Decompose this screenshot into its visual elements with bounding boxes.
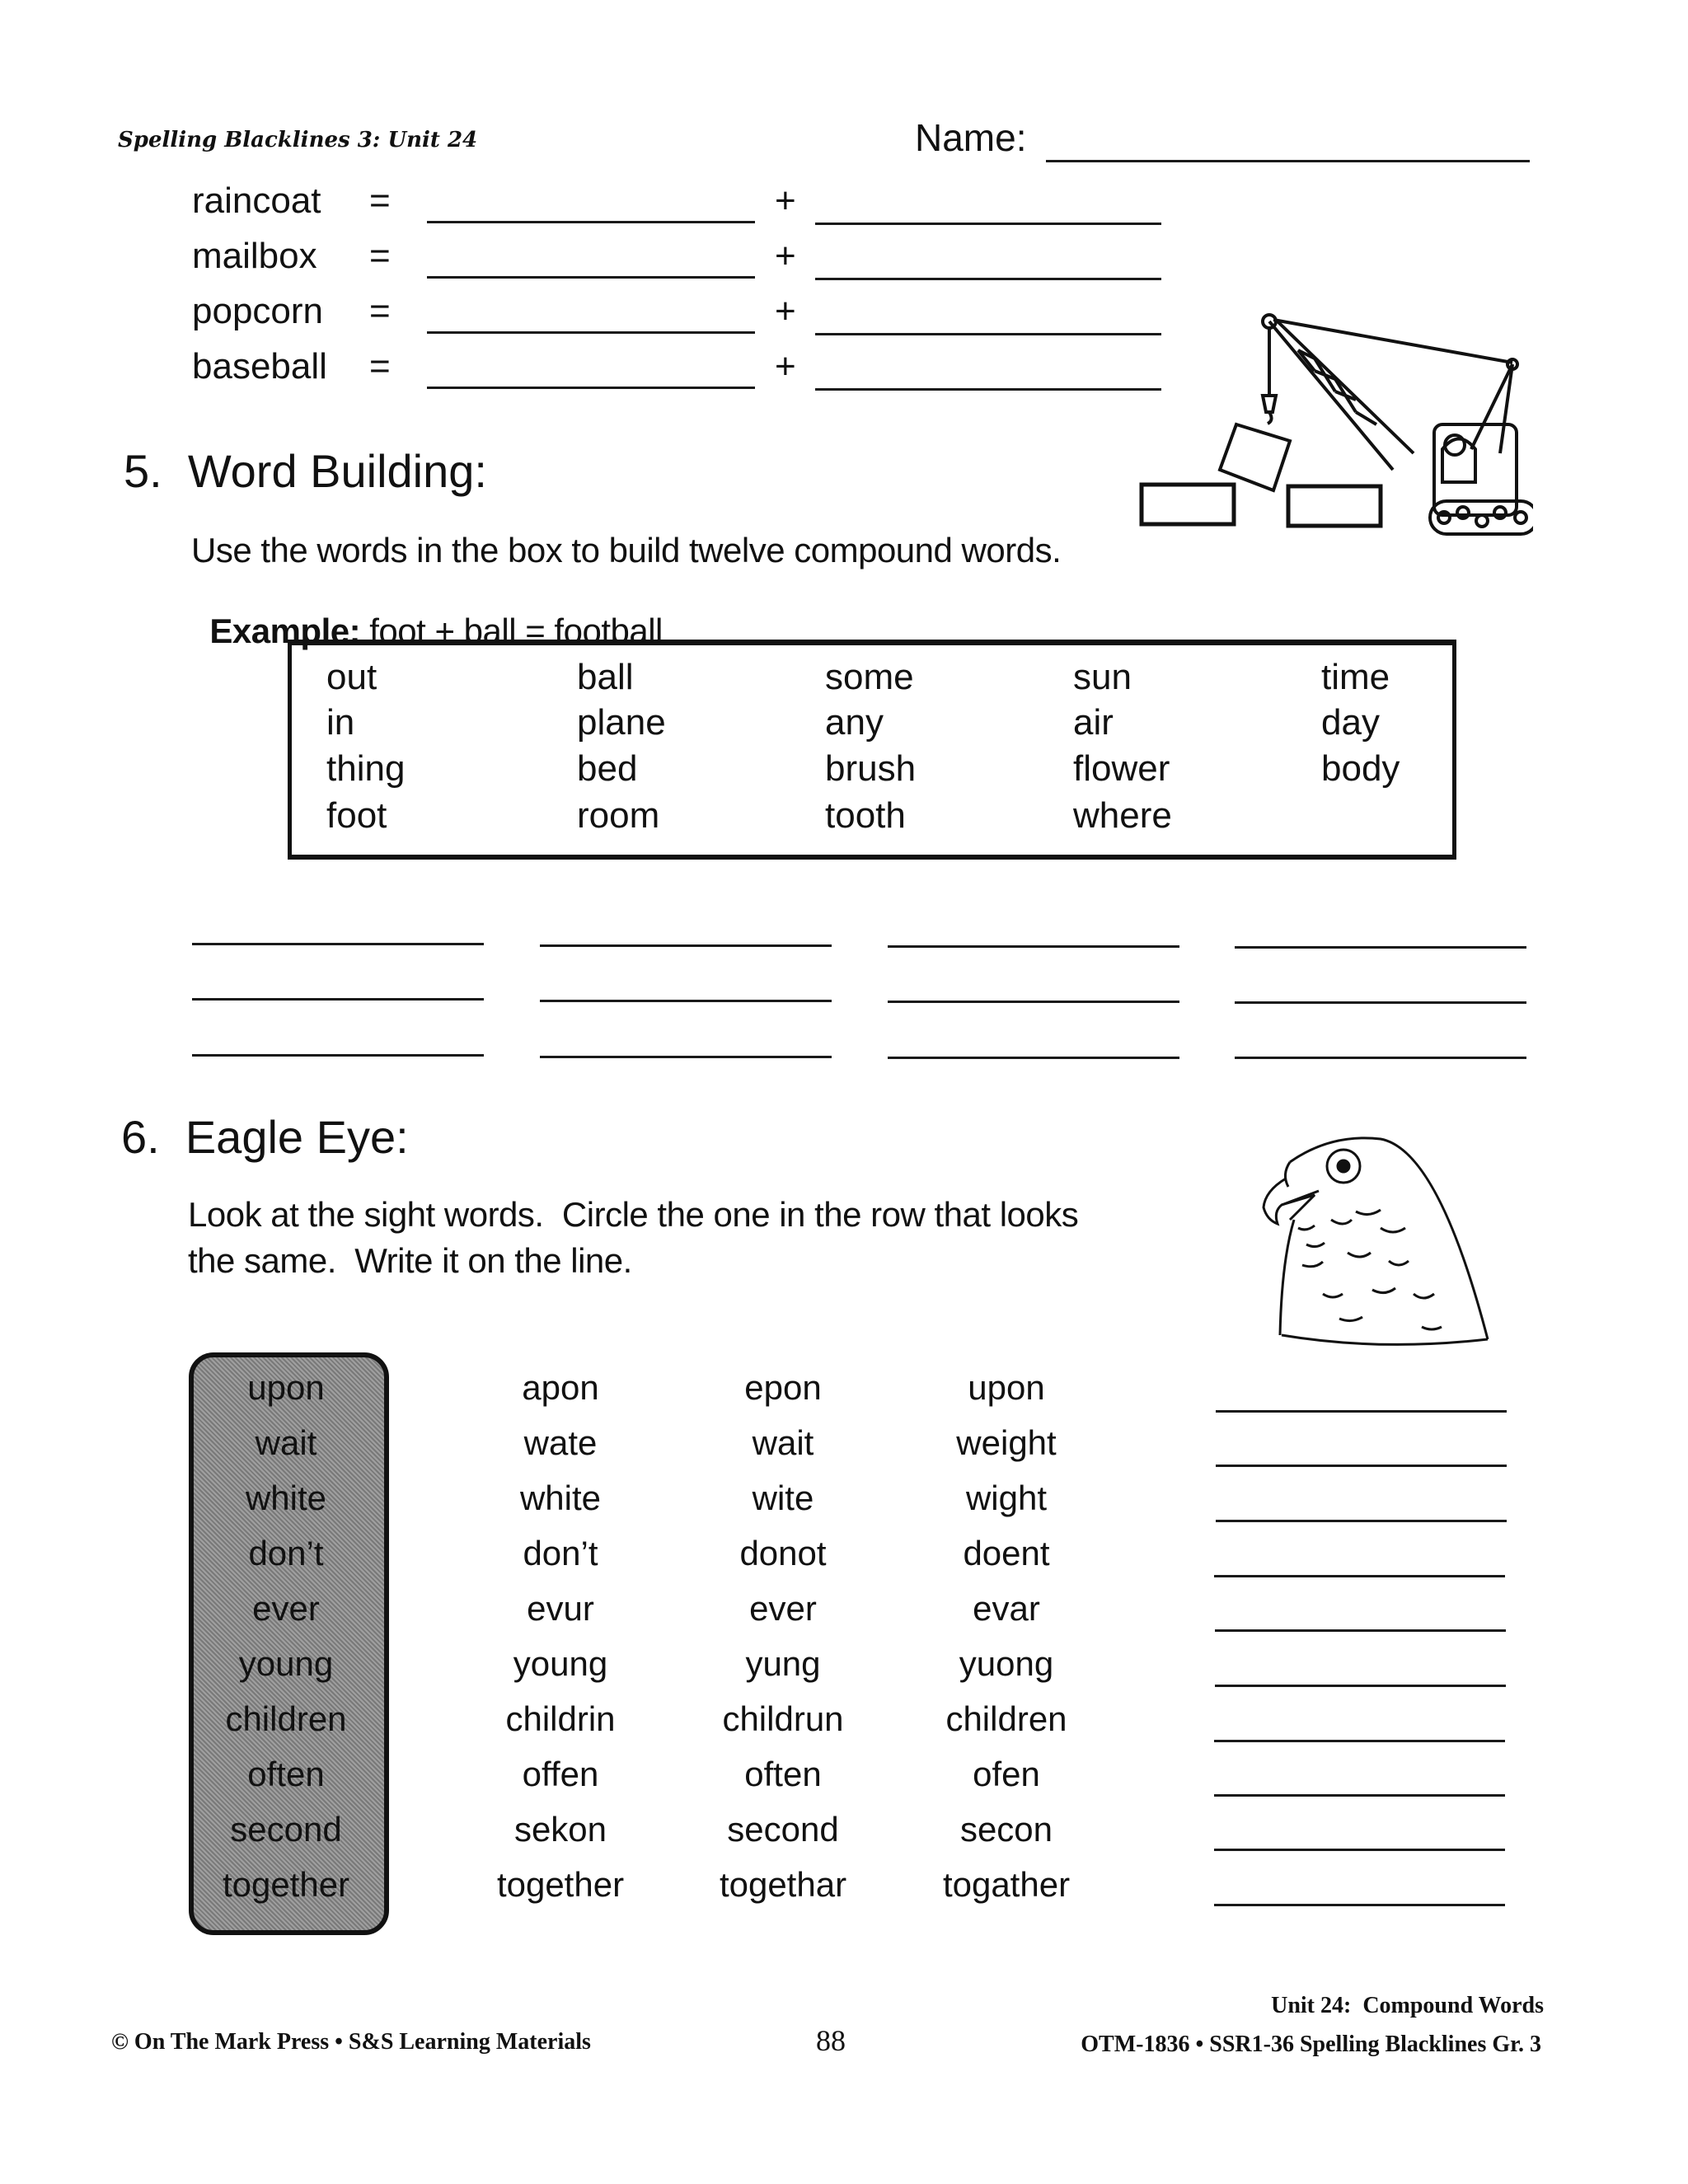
equals-sign: = — [369, 346, 391, 387]
choice-word[interactable]: weight — [956, 1423, 1057, 1462]
plus-sign: + — [775, 291, 796, 331]
choice-word[interactable]: ever — [749, 1589, 817, 1628]
answer-line-part1[interactable] — [427, 221, 755, 223]
compound-answer-line[interactable] — [888, 1057, 1179, 1059]
answer-line-part1[interactable] — [427, 387, 755, 389]
word-bank-item: where — [1073, 795, 1172, 836]
section-6-instruction-line1: Look at the sight words. Circle the one in the row that looks — [188, 1195, 1079, 1234]
compound-answer-line[interactable] — [540, 1000, 832, 1002]
compound-answer-line[interactable] — [540, 1056, 832, 1058]
compound-answer-line[interactable] — [1235, 946, 1526, 949]
word-bank-item: some — [825, 657, 914, 697]
example-label: Example: — [209, 612, 361, 650]
choice-word[interactable]: yuong — [959, 1644, 1054, 1683]
word-bank-item: tooth — [825, 795, 906, 836]
section-6-instruction-line2: the same. Write it on the line. — [188, 1241, 632, 1280]
page-number: 88 — [816, 2024, 846, 2057]
sight-word: together — [222, 1865, 350, 1904]
eagle-answer-line[interactable] — [1215, 1629, 1506, 1632]
word-bank-item: brush — [825, 748, 917, 789]
name-answer-line[interactable] — [1046, 160, 1530, 162]
sight-word: children — [225, 1699, 347, 1738]
answer-line-part2[interactable] — [815, 223, 1161, 225]
choice-word[interactable]: wait — [752, 1423, 814, 1462]
choice-word[interactable]: often — [744, 1755, 822, 1793]
choice-word[interactable]: children — [945, 1699, 1067, 1738]
choice-word[interactable]: don’t — [523, 1534, 598, 1572]
eagle-icon — [1257, 1129, 1496, 1352]
word-bank-item: ball — [577, 657, 634, 697]
sight-word: don’t — [248, 1534, 324, 1572]
word-bank-item: out — [326, 657, 377, 697]
eagle-answer-line[interactable] — [1214, 1740, 1505, 1742]
footer-publisher: © On The Mark Press • S&S Learning Materials — [111, 2029, 591, 2055]
plus-sign: + — [775, 180, 796, 221]
answer-line-part2[interactable] — [815, 333, 1161, 335]
section-5-example — [191, 579, 663, 649]
word-bank-item: foot — [326, 795, 387, 836]
sight-word: wait — [255, 1423, 317, 1462]
word-bank-item: day — [1321, 702, 1380, 743]
eagle-answer-line[interactable] — [1215, 1685, 1506, 1687]
answer-line-part1[interactable] — [427, 331, 755, 334]
footer-product-code: OTM-1836 • SSR1-36 Spelling Blacklines Gr. 3 — [1081, 2032, 1541, 2057]
section-6-heading: 6. Eagle Eye: — [121, 1111, 409, 1163]
footer-unit: Unit 24: Compound Words — [1271, 1993, 1544, 2018]
word-bank-item: body — [1321, 748, 1400, 789]
word-bank-item: sun — [1073, 657, 1132, 697]
compound-answer-line[interactable] — [192, 943, 484, 945]
choice-word[interactable]: doent — [963, 1534, 1050, 1572]
plus-sign: + — [775, 346, 796, 387]
choice-word[interactable]: white — [519, 1479, 602, 1517]
section-5-heading: 5. Word Building: — [124, 445, 487, 497]
choice-word[interactable]: wite — [752, 1479, 814, 1517]
choice-word[interactable]: wate — [523, 1423, 598, 1462]
choice-word[interactable]: donot — [739, 1534, 827, 1572]
eagle-answer-line[interactable] — [1214, 1849, 1505, 1851]
word-bank-item: thing — [326, 748, 406, 789]
eagle-answer-line[interactable] — [1214, 1904, 1505, 1906]
equals-sign: = — [369, 236, 391, 276]
choice-word[interactable]: offen — [522, 1755, 599, 1793]
choice-word[interactable]: upon — [968, 1368, 1045, 1407]
compound-word: mailbox — [192, 236, 317, 276]
compound-word: baseball — [192, 346, 327, 387]
choice-word[interactable]: second — [727, 1810, 839, 1849]
choice-word[interactable]: young — [513, 1644, 608, 1683]
sight-word: second — [230, 1810, 342, 1849]
choice-word[interactable]: togather — [942, 1865, 1071, 1904]
answer-line-part1[interactable] — [427, 276, 755, 279]
compound-answer-line[interactable] — [192, 998, 484, 1001]
compound-answer-line[interactable] — [1235, 1057, 1526, 1059]
choice-word[interactable]: childrin — [505, 1699, 616, 1738]
word-bank-item: in — [326, 702, 355, 743]
choice-word[interactable]: apon — [522, 1368, 599, 1407]
compound-word: raincoat — [192, 180, 321, 221]
compound-answer-line[interactable] — [888, 1001, 1179, 1003]
choice-word[interactable]: wight — [965, 1479, 1048, 1517]
compound-word: popcorn — [192, 291, 324, 331]
word-bank-item: room — [577, 795, 660, 836]
word-bank-item: time — [1321, 657, 1390, 697]
choice-word[interactable]: secon — [959, 1810, 1053, 1849]
eagle-answer-line[interactable] — [1214, 1575, 1505, 1577]
plus-sign: + — [775, 236, 796, 276]
compound-answer-line[interactable] — [888, 945, 1179, 948]
choice-word[interactable]: ofen — [973, 1755, 1040, 1793]
choice-word[interactable]: childrun — [722, 1699, 844, 1738]
choice-word[interactable]: together — [496, 1865, 625, 1904]
answer-line-part2[interactable] — [815, 388, 1161, 391]
choice-word[interactable]: epon — [744, 1368, 822, 1407]
eagle-answer-line[interactable] — [1216, 1520, 1507, 1522]
eagle-answer-line[interactable] — [1216, 1410, 1507, 1413]
sight-word: young — [238, 1644, 334, 1683]
sight-word: upon — [247, 1368, 325, 1407]
compound-answer-line[interactable] — [192, 1054, 484, 1057]
choice-word[interactable]: sekon — [513, 1810, 607, 1849]
word-bank-item: any — [825, 702, 884, 743]
answer-line-part2[interactable] — [815, 278, 1161, 280]
choice-word[interactable]: evar — [973, 1589, 1040, 1628]
sight-word: often — [247, 1755, 325, 1793]
choice-word[interactable]: yung — [745, 1644, 821, 1683]
eagle-answer-line[interactable] — [1214, 1794, 1505, 1797]
sight-word: white — [245, 1479, 327, 1517]
equals-sign: = — [369, 291, 391, 331]
word-bank-item: air — [1073, 702, 1114, 743]
crane-icon — [1137, 305, 1533, 536]
eagle-answer-line[interactable] — [1216, 1465, 1507, 1467]
example-text: foot + ball = football — [360, 612, 663, 650]
worksheet-series-title: Spelling Blacklines 3: Unit 24 — [118, 128, 478, 152]
equals-sign: = — [369, 180, 391, 221]
name-label: Name: — [915, 116, 1027, 159]
choice-word[interactable]: togethar — [719, 1865, 847, 1904]
word-bank-item: bed — [577, 748, 638, 789]
section-5-instruction: Use the words in the box to build twelve compound words. — [191, 531, 1062, 569]
word-bank-item: plane — [577, 702, 666, 743]
word-bank-item: flower — [1073, 748, 1170, 789]
choice-word[interactable]: evur — [527, 1589, 594, 1628]
sight-word: ever — [252, 1589, 320, 1628]
compound-answer-line[interactable] — [1235, 1001, 1526, 1004]
compound-answer-line[interactable] — [540, 944, 832, 947]
